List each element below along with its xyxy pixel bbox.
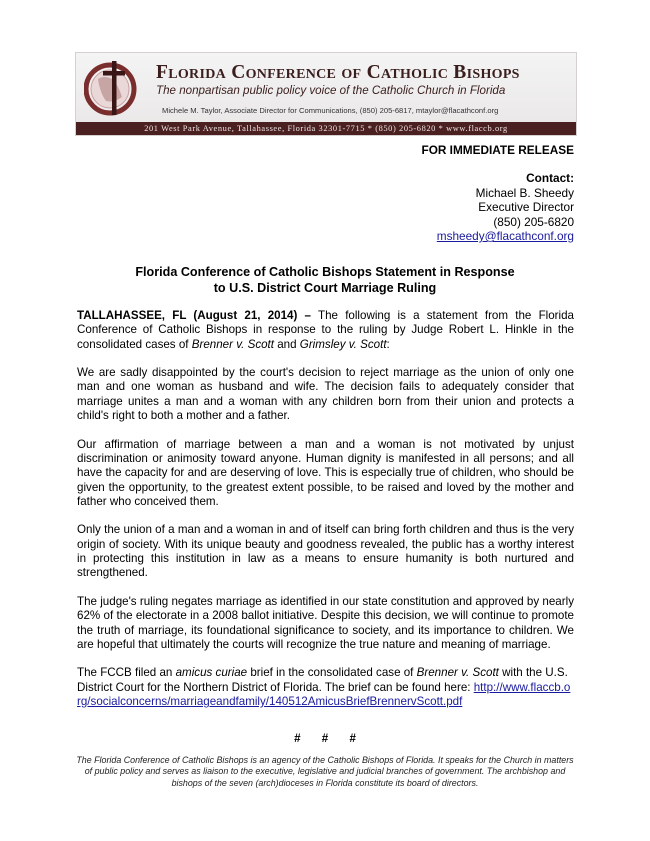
brief-text-c: with the U.S. District Court for the Northern District of Florida. The brief can be found here: (77, 666, 568, 694)
intro-text-c: : (386, 337, 390, 351)
letterhead-contact: Michele M. Taylor, Associate Director for Communications, (850) 205-6817, mtaylor@flacathconf.org (162, 106, 499, 115)
cross-logo-icon (84, 57, 140, 119)
paragraph: We are sadly disappointed by the court's decision to reject marriage as the union of only one man and one woman as husband and wife. The decision fails to adequately consider that marriage unites a man and a woman with any children born from their union and protects a child's right to both a mother and a father. (77, 366, 574, 423)
end-mark: # (349, 732, 356, 745)
contact-phone: (850) 205-6820 (493, 214, 574, 229)
letterhead (75, 52, 577, 136)
title-line-2: to U.S. District Court Marriage Ruling (213, 281, 437, 295)
contact-block (437, 171, 574, 244)
contact-label: Contact: (526, 171, 574, 185)
brief-text-a: The FCCB filed an (77, 666, 176, 680)
end-marks (75, 732, 575, 745)
end-mark: # (321, 732, 329, 745)
org-tagline: The nonpartisan public policy voice of the Catholic Church in Florida (156, 84, 506, 97)
brief-link[interactable]: http://www.flaccb.org/socialconcerns/marriageandfamily/140512AmicusBriefBrennervScott.pdf (77, 680, 571, 709)
intro-text-a: The following is a statement from the Florida Conference of Catholic Bishops in response to the ruling by Judge Robert L. Hinkle in the consolidated cases of (77, 309, 575, 351)
paragraph: The judge's ruling negates marriage as identified in our state constitution and approved by nearly 62% of the electorate in a 2008 ballot initiative. Despite this decision, we will continue to promote the truth of marriage, its foundational significance to society, and its importance to children. We are hopeful that ultimately the courts will recognize the true nature and meaning of marriage. (77, 594, 574, 651)
title-line-1: Florida Conference of Catholic Bishops Statement in Response (135, 265, 515, 279)
org-name: Florida Conference of Catholic Bishops (156, 62, 520, 83)
contact-email-link[interactable]: msheedy@flacathconf.org (436, 229, 574, 243)
footer-note: The Florida Conference of Catholic Bishops is an agency of the Catholic Bishops of Florida. It speaks for the Church in matters of public policy and serves as liaison to the executive, legislative and judicial branches of government. The archbishop and bishops of the seven (arch)dioceses in Florida constitute its board of directors. (76, 755, 574, 788)
contact-role: Executive Director (478, 200, 574, 214)
statement-title (75, 264, 575, 296)
case-name: Brenner v. Scott (416, 666, 499, 680)
paragraph-intro (77, 309, 574, 352)
paragraph: Only the union of a man and a woman in and of itself can bring forth children and thus is the very origin of society. With its unique beauty and goodness revealed, the public has a worthy interest in protecting this institution in law as a means to ensure humanity is both nurtured and strengthened. (77, 523, 574, 580)
end-mark: # (294, 732, 301, 745)
case-name: Grimsley v. Scott (299, 337, 387, 351)
release-label: FOR IMMEDIATE RELEASE (421, 143, 574, 157)
amicus-term: amicus curiae (175, 666, 248, 680)
paragraph: Our affirmation of marriage between a man and a woman is not motivated by unjust discrimination or animosity toward anyone. Human dignity is manifested in all persons; and all have the capacity for and are deserving of love. This is especially true of children, who should be given the opportunity, to the greatest extent possible, to be raised and loved by the mother and father who conceived them. (77, 437, 574, 508)
dateline: TALLAHASSEE, FL (August 21, 2014) – (77, 309, 312, 322)
case-name: Brenner v. Scott (191, 337, 274, 351)
address-bar: 201 West Park Avenue, Tallahassee, Florida 32301-7715 * (850) 205-6820 * www.flaccb.org (76, 122, 576, 135)
contact-name: Michael B. Sheedy (475, 185, 574, 200)
paragraph-brief (77, 666, 574, 709)
intro-text-b: and (274, 337, 300, 351)
brief-text-b: brief in the consolidated case of (247, 666, 417, 680)
statement-body (77, 309, 574, 724)
